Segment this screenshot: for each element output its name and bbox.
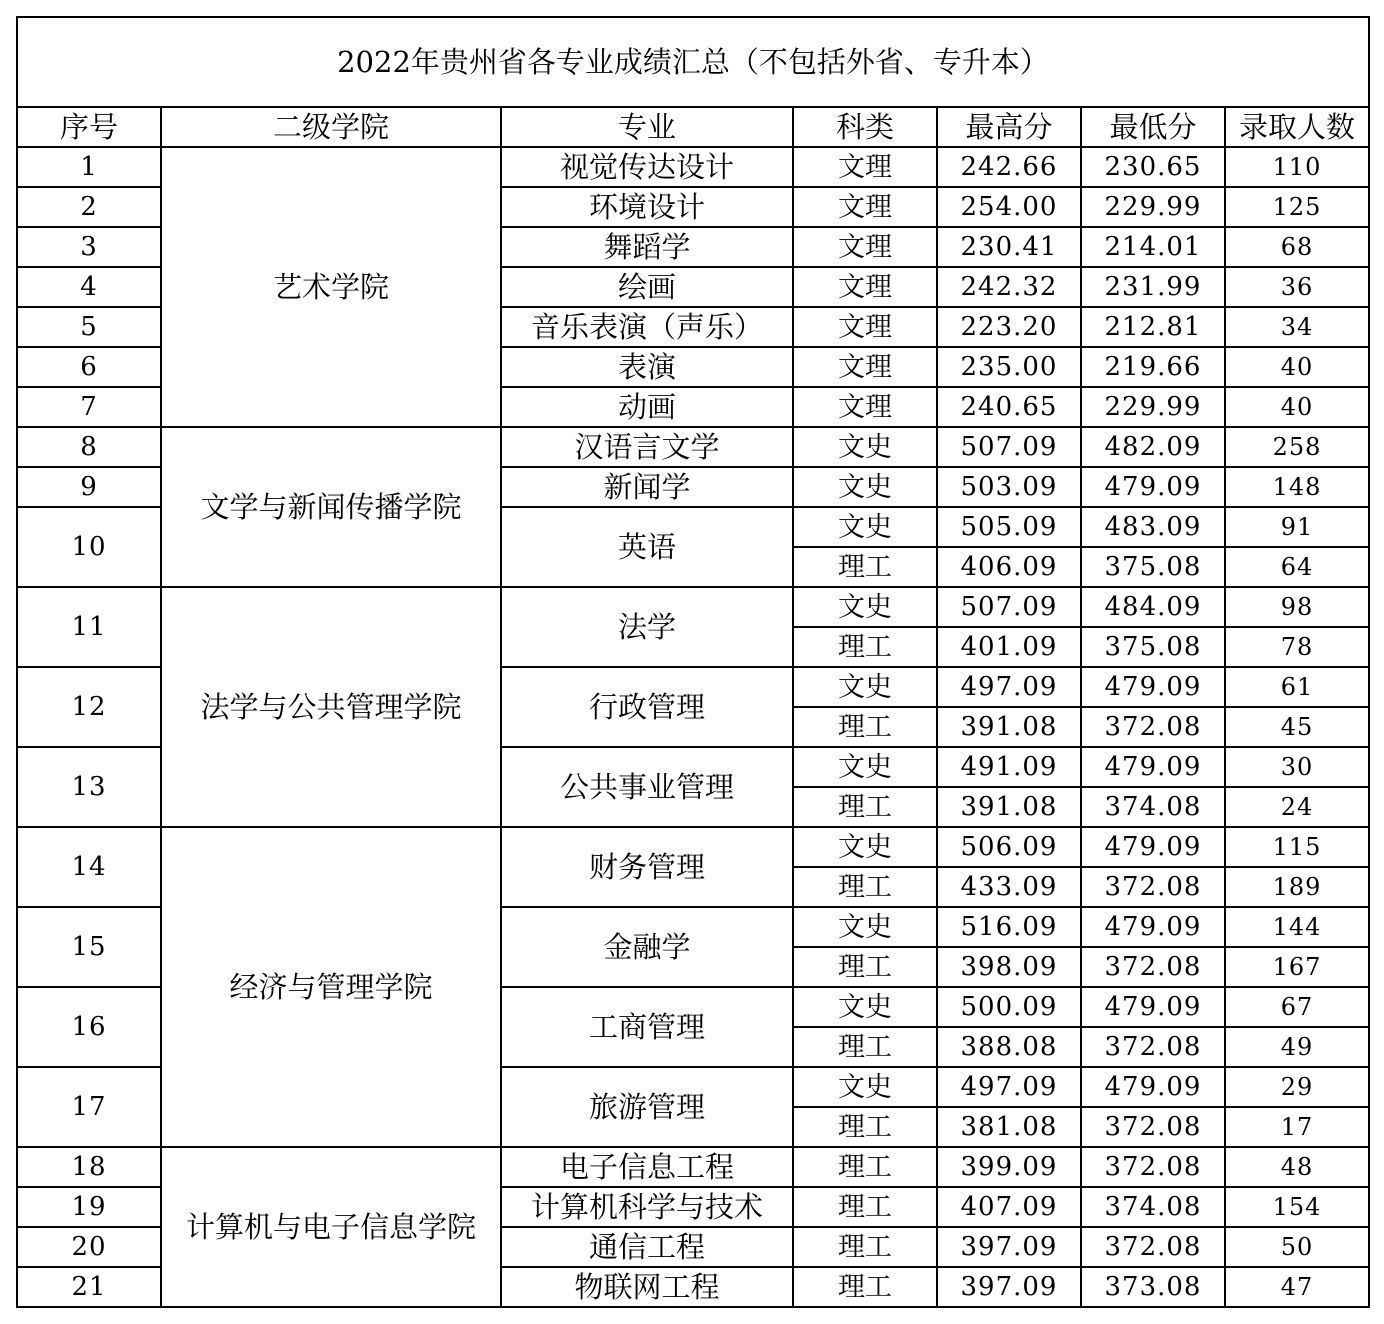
category-cell: 理工 (793, 867, 937, 907)
category-cell: 理工 (793, 707, 937, 747)
header-admitted-count: 录取人数 (1225, 107, 1369, 147)
category-cell: 文史 (793, 1067, 937, 1107)
category-cell: 文史 (793, 747, 937, 787)
max-score-cell: 242.32 (937, 267, 1081, 307)
max-score-cell: 507.09 (937, 427, 1081, 467)
min-score-cell: 479.09 (1081, 667, 1225, 707)
max-score-cell: 433.09 (937, 867, 1081, 907)
seq-cell: 19 (17, 1187, 161, 1227)
major-cell: 舞蹈学 (501, 227, 793, 267)
min-score-cell: 479.09 (1081, 907, 1225, 947)
seq-cell: 21 (17, 1267, 161, 1307)
header-college: 二级学院 (161, 107, 501, 147)
table-title: 2022年贵州省各专业成绩汇总（不包括外省、专升本） (17, 17, 1369, 107)
major-cell: 视觉传达设计 (501, 147, 793, 187)
max-score-cell: 407.09 (937, 1187, 1081, 1227)
major-cell: 电子信息工程 (501, 1147, 793, 1187)
header-min-score: 最低分 (1081, 107, 1225, 147)
major-cell: 汉语言文学 (501, 427, 793, 467)
seq-cell: 14 (17, 827, 161, 907)
major-cell: 绘画 (501, 267, 793, 307)
category-cell: 文理 (793, 307, 937, 347)
category-cell: 文史 (793, 507, 937, 547)
min-score-cell: 372.08 (1081, 1027, 1225, 1067)
seq-cell: 1 (17, 147, 161, 187)
min-score-cell: 219.66 (1081, 347, 1225, 387)
min-score-cell: 375.08 (1081, 547, 1225, 587)
max-score-cell: 503.09 (937, 467, 1081, 507)
max-score-cell: 516.09 (937, 907, 1081, 947)
admitted-count-cell: 61 (1225, 667, 1369, 707)
admitted-count-cell: 144 (1225, 907, 1369, 947)
admitted-count-cell: 110 (1225, 147, 1369, 187)
category-cell: 理工 (793, 547, 937, 587)
category-cell: 理工 (793, 1227, 937, 1267)
seq-cell: 13 (17, 747, 161, 827)
admitted-count-cell: 47 (1225, 1267, 1369, 1307)
admitted-count-cell: 45 (1225, 707, 1369, 747)
category-cell: 理工 (793, 1027, 937, 1067)
admitted-count-cell: 78 (1225, 627, 1369, 667)
seq-cell: 12 (17, 667, 161, 747)
seq-cell: 17 (17, 1067, 161, 1147)
admitted-count-cell: 91 (1225, 507, 1369, 547)
table-row (17, 1147, 1369, 1187)
header-category: 科类 (793, 107, 937, 147)
min-score-cell: 482.09 (1081, 427, 1225, 467)
admitted-count-cell: 115 (1225, 827, 1369, 867)
max-score-cell: 507.09 (937, 587, 1081, 627)
max-score-cell: 391.08 (937, 787, 1081, 827)
max-score-cell: 254.00 (937, 187, 1081, 227)
major-cell: 行政管理 (501, 667, 793, 747)
major-cell: 表演 (501, 347, 793, 387)
major-cell: 动画 (501, 387, 793, 427)
min-score-cell: 372.08 (1081, 1147, 1225, 1187)
admitted-count-cell: 49 (1225, 1027, 1369, 1067)
admitted-count-cell: 50 (1225, 1227, 1369, 1267)
admitted-count-cell: 189 (1225, 867, 1369, 907)
category-cell: 文理 (793, 227, 937, 267)
seq-cell: 18 (17, 1147, 161, 1187)
max-score-cell: 388.08 (937, 1027, 1081, 1067)
major-cell: 计算机科学与技术 (501, 1187, 793, 1227)
college-cell: 艺术学院 (161, 147, 501, 427)
max-score-cell: 381.08 (937, 1107, 1081, 1147)
min-score-cell: 479.09 (1081, 1067, 1225, 1107)
category-cell: 文史 (793, 987, 937, 1027)
min-score-cell: 372.08 (1081, 867, 1225, 907)
category-cell: 理工 (793, 1107, 937, 1147)
max-score-cell: 240.65 (937, 387, 1081, 427)
max-score-cell: 230.41 (937, 227, 1081, 267)
admitted-count-cell: 48 (1225, 1147, 1369, 1187)
table-body (17, 147, 1369, 1307)
seq-cell: 20 (17, 1227, 161, 1267)
category-cell: 文史 (793, 467, 937, 507)
admitted-count-cell: 30 (1225, 747, 1369, 787)
admitted-count-cell: 29 (1225, 1067, 1369, 1107)
major-cell: 新闻学 (501, 467, 793, 507)
min-score-cell: 484.09 (1081, 587, 1225, 627)
major-cell: 旅游管理 (501, 1067, 793, 1147)
min-score-cell: 230.65 (1081, 147, 1225, 187)
max-score-cell: 398.09 (937, 947, 1081, 987)
category-cell: 文史 (793, 587, 937, 627)
admitted-count-cell: 40 (1225, 387, 1369, 427)
major-cell: 公共事业管理 (501, 747, 793, 827)
admitted-count-cell: 167 (1225, 947, 1369, 987)
major-cell: 英语 (501, 507, 793, 587)
max-score-cell: 223.20 (937, 307, 1081, 347)
admitted-count-cell: 36 (1225, 267, 1369, 307)
major-cell: 音乐表演（声乐） (501, 307, 793, 347)
score-table (16, 16, 1370, 1308)
min-score-cell: 372.08 (1081, 1227, 1225, 1267)
seq-cell: 4 (17, 267, 161, 307)
admitted-count-cell: 34 (1225, 307, 1369, 347)
min-score-cell: 372.08 (1081, 947, 1225, 987)
category-cell: 文史 (793, 667, 937, 707)
category-cell: 文理 (793, 147, 937, 187)
category-cell: 理工 (793, 627, 937, 667)
max-score-cell: 235.00 (937, 347, 1081, 387)
category-cell: 理工 (793, 1187, 937, 1227)
major-cell: 环境设计 (501, 187, 793, 227)
table-row (17, 587, 1369, 627)
max-score-cell: 505.09 (937, 507, 1081, 547)
min-score-cell: 374.08 (1081, 1187, 1225, 1227)
table-row (17, 427, 1369, 467)
min-score-cell: 373.08 (1081, 1267, 1225, 1307)
admitted-count-cell: 125 (1225, 187, 1369, 227)
major-cell: 法学 (501, 587, 793, 667)
min-score-cell: 214.01 (1081, 227, 1225, 267)
min-score-cell: 212.81 (1081, 307, 1225, 347)
seq-cell: 15 (17, 907, 161, 987)
max-score-cell: 397.09 (937, 1227, 1081, 1267)
major-cell: 通信工程 (501, 1227, 793, 1267)
min-score-cell: 479.09 (1081, 747, 1225, 787)
category-cell: 理工 (793, 1267, 937, 1307)
admitted-count-cell: 40 (1225, 347, 1369, 387)
category-cell: 理工 (793, 1147, 937, 1187)
seq-cell: 11 (17, 587, 161, 667)
min-score-cell: 372.08 (1081, 1107, 1225, 1147)
header-major: 专业 (501, 107, 793, 147)
min-score-cell: 483.09 (1081, 507, 1225, 547)
max-score-cell: 406.09 (937, 547, 1081, 587)
min-score-cell: 479.09 (1081, 467, 1225, 507)
min-score-cell: 372.08 (1081, 707, 1225, 747)
college-cell: 法学与公共管理学院 (161, 587, 501, 827)
category-cell: 文理 (793, 267, 937, 307)
max-score-cell: 399.09 (937, 1147, 1081, 1187)
seq-cell: 9 (17, 467, 161, 507)
seq-cell: 7 (17, 387, 161, 427)
header-seq: 序号 (17, 107, 161, 147)
college-cell: 计算机与电子信息学院 (161, 1147, 501, 1307)
category-cell: 文史 (793, 907, 937, 947)
score-summary-sheet (16, 16, 1370, 1308)
seq-cell: 6 (17, 347, 161, 387)
min-score-cell: 229.99 (1081, 187, 1225, 227)
category-cell: 理工 (793, 947, 937, 987)
min-score-cell: 231.99 (1081, 267, 1225, 307)
header-max-score: 最高分 (937, 107, 1081, 147)
seq-cell: 16 (17, 987, 161, 1067)
major-cell: 金融学 (501, 907, 793, 987)
admitted-count-cell: 258 (1225, 427, 1369, 467)
min-score-cell: 479.09 (1081, 987, 1225, 1027)
admitted-count-cell: 98 (1225, 587, 1369, 627)
major-cell: 财务管理 (501, 827, 793, 907)
seq-cell: 10 (17, 507, 161, 587)
max-score-cell: 242.66 (937, 147, 1081, 187)
admitted-count-cell: 24 (1225, 787, 1369, 827)
college-cell: 文学与新闻传播学院 (161, 427, 501, 587)
major-cell: 物联网工程 (501, 1267, 793, 1307)
max-score-cell: 391.08 (937, 707, 1081, 747)
table-row (17, 827, 1369, 867)
category-cell: 文史 (793, 427, 937, 467)
major-cell: 工商管理 (501, 987, 793, 1067)
max-score-cell: 497.09 (937, 1067, 1081, 1107)
max-score-cell: 500.09 (937, 987, 1081, 1027)
max-score-cell: 506.09 (937, 827, 1081, 867)
admitted-count-cell: 68 (1225, 227, 1369, 267)
category-cell: 理工 (793, 787, 937, 827)
college-cell: 经济与管理学院 (161, 827, 501, 1147)
category-cell: 文史 (793, 827, 937, 867)
admitted-count-cell: 148 (1225, 467, 1369, 507)
max-score-cell: 491.09 (937, 747, 1081, 787)
max-score-cell: 497.09 (937, 667, 1081, 707)
seq-cell: 8 (17, 427, 161, 467)
seq-cell: 5 (17, 307, 161, 347)
table-row (17, 147, 1369, 187)
seq-cell: 3 (17, 227, 161, 267)
admitted-count-cell: 67 (1225, 987, 1369, 1027)
max-score-cell: 397.09 (937, 1267, 1081, 1307)
admitted-count-cell: 64 (1225, 547, 1369, 587)
min-score-cell: 375.08 (1081, 627, 1225, 667)
min-score-cell: 479.09 (1081, 827, 1225, 867)
category-cell: 文理 (793, 187, 937, 227)
min-score-cell: 229.99 (1081, 387, 1225, 427)
admitted-count-cell: 17 (1225, 1107, 1369, 1147)
admitted-count-cell: 154 (1225, 1187, 1369, 1227)
seq-cell: 2 (17, 187, 161, 227)
category-cell: 文理 (793, 347, 937, 387)
max-score-cell: 401.09 (937, 627, 1081, 667)
min-score-cell: 374.08 (1081, 787, 1225, 827)
category-cell: 文理 (793, 387, 937, 427)
header-row (17, 107, 1369, 147)
